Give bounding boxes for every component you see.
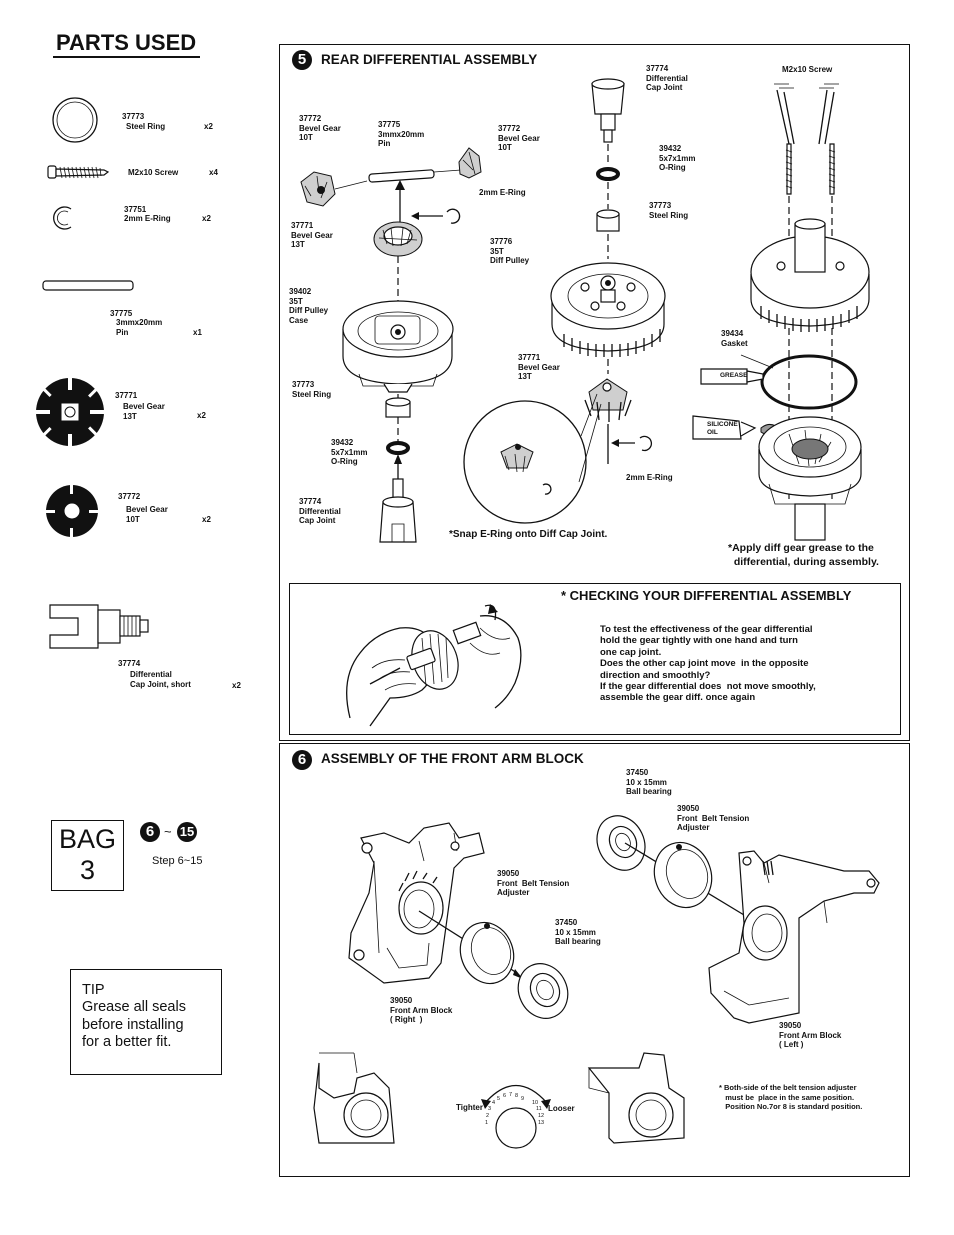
bevel-gear-13t-mid-icon bbox=[585, 379, 631, 422]
bag-box bbox=[51, 820, 124, 891]
silicone-tube-label: SILICONE OIL bbox=[707, 421, 738, 436]
tip-box bbox=[70, 969, 222, 1075]
step6-title: ASSEMBLY OF THE FRONT ARM BLOCK bbox=[321, 751, 584, 766]
steel-ring-mid-icon bbox=[597, 210, 619, 231]
cap-joint-top-icon bbox=[592, 79, 624, 142]
part-qty-pin: x1 bbox=[193, 328, 202, 337]
bevel-gear-10t-left-icon bbox=[301, 172, 335, 206]
callout-bearing-mid: 37450 10 x 15mm Ball bearing bbox=[555, 918, 601, 946]
dial-number-10: 10 bbox=[532, 1100, 539, 1106]
step5-title: REAR DIFFERENTIAL ASSEMBLY bbox=[321, 52, 538, 67]
dial-number-13: 13 bbox=[538, 1120, 545, 1126]
callout-cap-top: 37774 Differential Cap Joint bbox=[646, 64, 688, 92]
grease-tube-label: GREASE bbox=[720, 372, 748, 379]
dial-number-7: 7 bbox=[509, 1092, 513, 1098]
ball-bearing-mid-icon bbox=[509, 955, 576, 1026]
o-ring-left-icon bbox=[388, 443, 408, 453]
dial-number-2: 2 bbox=[486, 1113, 490, 1119]
callout-oring-left: 39432 5x7x1mm O-Ring bbox=[331, 438, 368, 466]
part-name-screw: M2x10 Screw bbox=[128, 168, 179, 177]
bag-step-text: Step 6~15 bbox=[152, 855, 203, 867]
step6-diagram bbox=[279, 743, 910, 1177]
e-ring-top-icon bbox=[411, 209, 460, 223]
arm-block-bottom-right-icon bbox=[589, 1053, 684, 1143]
callout-arm-right: 39050 Front Arm Block ( Right ) bbox=[390, 996, 453, 1024]
part-name-pin: 3mmx20mm Pin bbox=[116, 318, 163, 337]
callout-bevel13-b: 37771 Bevel Gear 13T bbox=[518, 353, 560, 381]
tip-text: Grease all seals before installing for a better fit. bbox=[82, 999, 186, 1050]
dial-number-8: 8 bbox=[515, 1093, 519, 1099]
diff-pin-icon bbox=[369, 170, 434, 183]
callout-oring-mid: 39432 5x7x1mm O-Ring bbox=[659, 144, 696, 172]
bevel-gear-13t-icon bbox=[36, 376, 104, 448]
callout-arm-left: 39050 Front Arm Block ( Left ) bbox=[779, 1021, 842, 1049]
diff-bottom-half-icon bbox=[759, 417, 861, 540]
belt-tension-adjuster-top-icon bbox=[645, 834, 720, 915]
part-no-cap-joint: 37774 bbox=[118, 659, 141, 668]
dial-number-9: 9 bbox=[521, 1096, 525, 1102]
grease-note: *Apply diff gear grease to the differential, during assembly. bbox=[728, 542, 879, 568]
belt-tension-adjuster-mid-icon bbox=[452, 915, 522, 991]
callout-bevel10-a: 37772 Bevel Gear 10T bbox=[299, 114, 341, 142]
bevel-gear-13t-top-icon bbox=[374, 222, 422, 256]
bag-step-tilde: ~ bbox=[164, 824, 172, 839]
part-name-bevel-10t: Bevel Gear 10T bbox=[126, 505, 168, 524]
cap-joint-left-icon bbox=[380, 479, 416, 542]
m2x10-screws-icon bbox=[774, 84, 839, 194]
callout-steel-left: 37773 Steel Ring bbox=[292, 380, 332, 399]
part-no-e-ring: 37751 bbox=[124, 205, 147, 214]
bag-step-to-badge: 15 bbox=[177, 822, 197, 842]
part-qty-screw: x4 bbox=[209, 168, 218, 177]
part-qty-bevel-10t: x2 bbox=[202, 515, 211, 524]
dial-number-5: 5 bbox=[497, 1096, 501, 1102]
e-ring-bottom-icon bbox=[611, 436, 651, 450]
dial-tighter-label: Tighter bbox=[456, 1103, 483, 1112]
front-arm-block-left-icon bbox=[709, 851, 879, 1023]
callout-bevel13-a: 37771 Bevel Gear 13T bbox=[291, 221, 333, 249]
pin-icon bbox=[43, 281, 133, 290]
checking-text: To test the effectiveness of the gear differential hold the gear tightly with one hand and turn one cap joint. Does the other cap joint move in the opposite direction and smoothly? If the gear differential does not move smoothly, assemble the gear diff. once again bbox=[600, 624, 816, 704]
part-qty-cap-joint: x2 bbox=[232, 681, 241, 690]
callout-bevel10-b: 37772 Bevel Gear 10T bbox=[498, 124, 540, 152]
callout-steel-mid: 37773 Steel Ring bbox=[649, 201, 689, 220]
arm-block-bottom-left-icon bbox=[314, 1053, 394, 1143]
bag-step-from-badge: 6 bbox=[140, 822, 160, 842]
e-ring-icon bbox=[54, 207, 71, 229]
callout-screw: M2x10 Screw bbox=[782, 65, 833, 74]
hands-checking-illustration bbox=[330, 598, 530, 730]
steel-ring-icon bbox=[53, 98, 97, 142]
callout-pin: 37775 3mmx20mm Pin bbox=[378, 120, 425, 148]
callout-adjuster-top: 39050 Front Belt Tension Adjuster bbox=[677, 804, 750, 832]
part-no-bevel-13t: 37771 bbox=[115, 391, 138, 400]
part-name-bevel-13t: Bevel Gear 13T bbox=[123, 402, 165, 421]
zoom-detail-circle bbox=[464, 394, 601, 523]
part-qty-bevel-13t: x2 bbox=[197, 411, 206, 420]
bevel-gear-10t-icon bbox=[45, 484, 99, 538]
gasket-icon bbox=[762, 356, 856, 408]
part-qty-steel-ring: x2 bbox=[204, 122, 213, 131]
dial-number-3: 3 bbox=[488, 1106, 492, 1112]
parts-used-title: PARTS USED bbox=[56, 30, 197, 55]
dial-number-12: 12 bbox=[538, 1113, 545, 1119]
checking-title: * CHECKING YOUR DIFFERENTIAL ASSEMBLY bbox=[561, 588, 852, 603]
dial-number-4: 4 bbox=[492, 1100, 496, 1106]
step5-diagram bbox=[279, 44, 910, 584]
callout-cap-left: 37774 Differential Cap Joint bbox=[299, 497, 341, 525]
callout-pulley: 37776 35T Diff Pulley bbox=[490, 237, 530, 265]
part-qty-e-ring: x2 bbox=[202, 214, 211, 223]
callout-adjuster-mid: 39050 Front Belt Tension Adjuster bbox=[497, 869, 570, 897]
tension-note: * Both-side of the belt tension adjuster must be place in the same position. Position No.7or 8 is standard position. bbox=[719, 1083, 863, 1111]
step5-badge: 5 bbox=[292, 50, 312, 70]
bag-number: 3 bbox=[79, 855, 96, 885]
diff-pulley-icon bbox=[551, 263, 665, 357]
diff-top-half-icon bbox=[751, 219, 869, 332]
parts-icons bbox=[0, 0, 270, 720]
part-name-e-ring: 2mm E-Ring bbox=[124, 214, 171, 223]
part-no-steel-ring: 37773 bbox=[122, 112, 145, 121]
callout-case: 39402 35T Diff Pulley Case bbox=[289, 287, 329, 325]
dial-number-11: 11 bbox=[536, 1106, 542, 1112]
diff-pulley-case-icon bbox=[343, 301, 453, 392]
tip-title: TIP bbox=[82, 982, 105, 998]
callout-gasket: 39434 Gasket bbox=[721, 329, 748, 348]
steel-ring-left-icon bbox=[386, 398, 410, 417]
callout-e-ring-top: 2mm E-Ring bbox=[479, 188, 526, 197]
callout-bearing-top: 37450 10 x 15mm Ball bearing bbox=[626, 768, 672, 796]
snap-note: *Snap E-Ring onto Diff Cap Joint. bbox=[449, 529, 608, 540]
part-no-pin: 37775 bbox=[110, 309, 133, 318]
bevel-gear-10t-right-icon bbox=[459, 148, 481, 178]
dial-number-1: 1 bbox=[485, 1120, 489, 1126]
screw-icon bbox=[48, 166, 108, 178]
ball-bearing-top-icon bbox=[588, 808, 653, 878]
dial-number-6: 6 bbox=[503, 1093, 507, 1099]
o-ring-mid-icon bbox=[598, 169, 618, 179]
callout-e-ring-bottom: 2mm E-Ring bbox=[626, 473, 673, 482]
step6-badge: 6 bbox=[292, 750, 312, 770]
cap-joint-short-icon bbox=[50, 605, 148, 648]
dial-looser-label: Looser bbox=[548, 1104, 575, 1113]
bag-label: BAG bbox=[58, 824, 117, 854]
part-no-bevel-10t: 37772 bbox=[118, 492, 141, 501]
part-name-steel-ring: Steel Ring bbox=[126, 122, 166, 131]
part-name-cap-joint: Differential Cap Joint, short bbox=[130, 670, 191, 689]
